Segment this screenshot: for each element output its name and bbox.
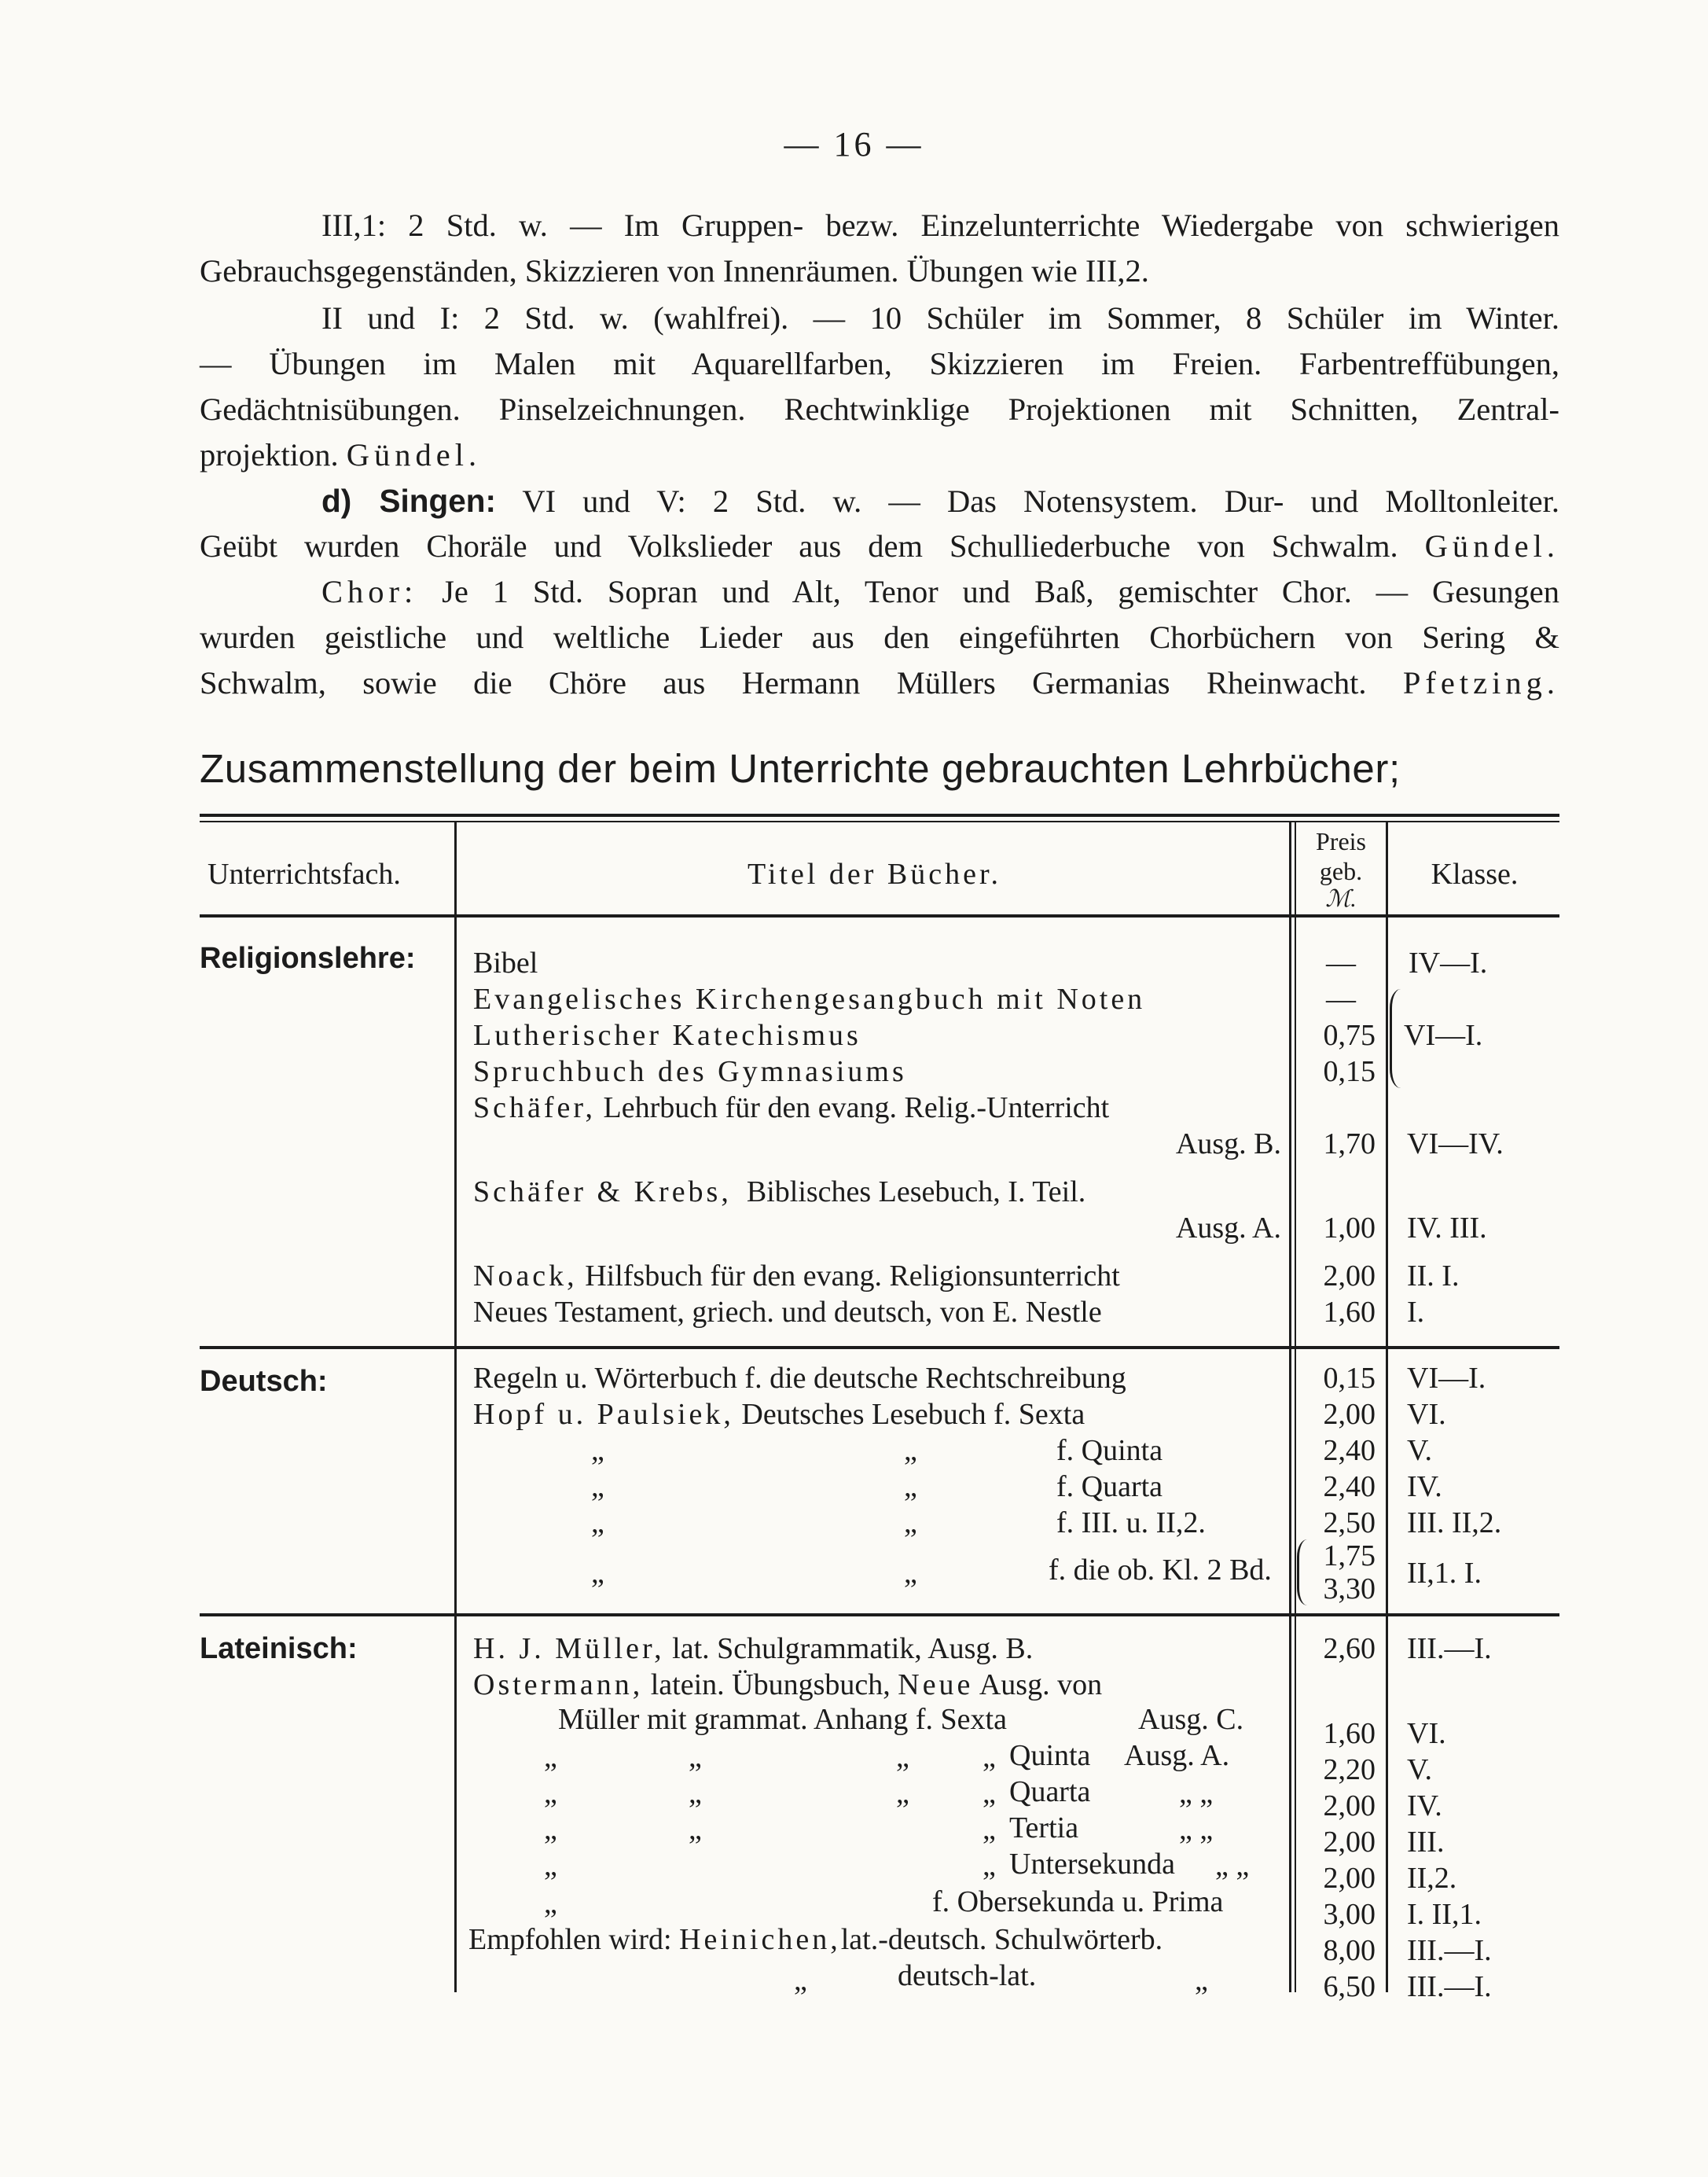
ditto-mark: „ xyxy=(544,1741,557,1774)
book-class: III.—I. xyxy=(1407,1632,1492,1665)
book-title: Quinta xyxy=(1009,1739,1091,1772)
book-class: II,1. I. xyxy=(1407,1557,1482,1590)
book-title xyxy=(473,1667,1102,1703)
book-author: Noack, xyxy=(473,1259,578,1293)
ditto-mark: „ xyxy=(904,1434,917,1467)
paragraph-line xyxy=(200,569,1559,616)
book-author: Ostermann, xyxy=(473,1668,644,1701)
ditto-mark: „ xyxy=(904,1557,917,1590)
book-title: Neues Testament, griech. und deutsch, von E. Nestle xyxy=(473,1296,1102,1329)
column-divider xyxy=(1289,822,1291,1992)
book-title: Regeln u. Wörterbuch f. die deutsche Rechtschreibung xyxy=(473,1362,1126,1395)
book-price: 1,70 xyxy=(1323,1127,1376,1160)
paragraph-line: wurden geistliche und weltliche Lieder aus den eingeführten Chorbüchern von Sering & xyxy=(200,620,1559,655)
book-title-text: lat.-deutsch. Schulwörterb. xyxy=(840,1923,1163,1956)
header-title: Titel der Bücher. xyxy=(747,858,1002,891)
book-title: Evangelisches Kirchengesangbuch mit Noten xyxy=(473,983,1146,1016)
ditto-mark: „ xyxy=(1195,1964,1208,1997)
paragraph-line xyxy=(200,478,1559,525)
book-title: deutsch-lat. xyxy=(898,1959,1037,1992)
book-author: Schäfer & Krebs, xyxy=(473,1175,732,1208)
book-title xyxy=(473,1396,1085,1432)
paragraph-line: — Übungen im Malen mit Aquarellfarben, Skizzieren im Freien. Farbentreffübungen, xyxy=(200,346,1559,381)
ditto-mark: „ xyxy=(896,1777,909,1810)
book-class: IV. xyxy=(1407,1789,1442,1822)
table-heading: Zusammenstellung der beim Unterrichte gebrauchten Lehrbücher; xyxy=(200,746,1401,791)
header-subject: Unterrichtsfach. xyxy=(208,858,401,891)
ditto-mark: „ xyxy=(794,1964,807,1997)
book-title-text: Ausg. von xyxy=(979,1668,1103,1701)
book-class: II,2. xyxy=(1407,1862,1457,1895)
book-class: III. xyxy=(1407,1826,1445,1859)
ditto-mark: „ xyxy=(689,1741,702,1774)
book-title: f. III. u. II,2. xyxy=(1056,1506,1206,1539)
book-title-text: Hilfsbuch für den evang. Religionsunterricht xyxy=(585,1259,1120,1293)
section-rule xyxy=(200,1346,1559,1349)
paragraph-line xyxy=(200,524,1559,570)
book-price: 6,50 xyxy=(1323,1970,1376,2003)
book-title: Bibel xyxy=(473,947,538,980)
book-price: — xyxy=(1326,983,1356,1016)
ditto-mark: „ xyxy=(983,1741,996,1774)
text: Schwalm, sowie die Chöre aus Hermann Müllers Germanias Rheinwacht. xyxy=(200,665,1367,701)
book-prefix: Empfohlen wird: xyxy=(468,1923,672,1956)
book-author: Hopf u. Paulsiek, xyxy=(473,1398,734,1431)
text: Je 1 Std. Sopran und Alt, Tenor und Baß, gemischter Chor. — Gesungen xyxy=(442,574,1559,609)
book-title: Quarta xyxy=(1009,1775,1091,1808)
book-title: Lutherischer Katechismus xyxy=(473,1019,861,1052)
book-price: 1,75 xyxy=(1323,1539,1376,1572)
author-name: Pfetzing. xyxy=(1402,665,1559,701)
paragraph-line xyxy=(200,296,1559,342)
author-name: Gündel. xyxy=(1424,528,1560,564)
book-edition: Ausg. A. xyxy=(1175,1212,1281,1245)
book-title: Spruchbuch des Gymnasiums xyxy=(473,1055,907,1088)
book-class: II. I. xyxy=(1407,1259,1460,1293)
book-price: 8,00 xyxy=(1323,1934,1376,1967)
book-price: 0,75 xyxy=(1323,1019,1376,1052)
book-class: V. xyxy=(1407,1753,1433,1786)
ditto-mark: „ xyxy=(983,1849,996,1882)
book-author: Schäfer, xyxy=(473,1091,597,1124)
ditto-mark: „ xyxy=(983,1813,996,1846)
book-price: 2,00 xyxy=(1323,1259,1376,1293)
book-price: 2,40 xyxy=(1323,1470,1376,1503)
book-title xyxy=(473,1258,1120,1294)
book-class: IV. III. xyxy=(1407,1212,1487,1245)
book-class: I. II,1. xyxy=(1407,1898,1482,1931)
book-price: 2,00 xyxy=(1323,1789,1376,1822)
table-top-rule-thin xyxy=(200,821,1559,822)
book-class: VI—IV. xyxy=(1407,1127,1504,1160)
book-title: f. die ob. Kl. 2 Bd. xyxy=(1049,1554,1272,1587)
book-price: 2,00 xyxy=(1323,1398,1376,1431)
book-title-text: Neue xyxy=(898,1668,974,1701)
header-price-bound: geb. xyxy=(1319,857,1363,885)
book-price: 2,60 xyxy=(1323,1632,1376,1665)
ditto-mark: „ xyxy=(591,1557,604,1590)
book-title-text: latein. Übungsbuch, xyxy=(650,1668,891,1701)
paragraph-line: Gebrauchsgegenständen, Skizzieren von Innenräumen. Übungen wie III,2. xyxy=(200,253,1149,289)
brace-mark xyxy=(1390,989,1401,1088)
book-class: VI. xyxy=(1407,1398,1446,1431)
book-price: 0,15 xyxy=(1323,1055,1376,1088)
text: Geübt wurden Choräle und Volkslieder aus dem Schulliederbuche von Schwalm. xyxy=(200,528,1398,564)
section-label: d) Singen: xyxy=(321,483,496,519)
header-price: Preis xyxy=(1316,827,1366,855)
header-class: Klasse. xyxy=(1431,858,1519,891)
ditto-mark: „ xyxy=(689,1777,702,1810)
subject-label: Lateinisch: xyxy=(200,1632,358,1665)
book-title: Untersekunda xyxy=(1009,1848,1176,1881)
book-class: VI. xyxy=(1407,1717,1446,1750)
book-author: H. J. Müller, xyxy=(473,1632,665,1665)
book-price: 1,60 xyxy=(1323,1296,1376,1329)
book-class: III. II,2. xyxy=(1407,1506,1502,1539)
ditto-mark: „ „ xyxy=(1215,1849,1250,1882)
ditto-mark: „ „ xyxy=(1179,1813,1214,1846)
header-rule xyxy=(200,914,1559,918)
ditto-mark: „ xyxy=(591,1506,604,1539)
book-class: III.—I. xyxy=(1407,1970,1492,2003)
book-class: VI—I. xyxy=(1407,1362,1486,1395)
book-class: I. xyxy=(1407,1296,1425,1329)
paragraph-line: Gedächtnisübungen. Pinselzeichnungen. Rechtwinklige Projektionen mit Schnitten, Zentral- xyxy=(200,392,1559,427)
book-edition: Ausg. B. xyxy=(1175,1127,1281,1160)
book-class: IV—I. xyxy=(1409,947,1488,980)
ditto-mark: „ „ xyxy=(1179,1777,1214,1810)
text: VI und V: 2 Std. w. — Das Notensystem. Dur- und Molltonleiter. xyxy=(522,484,1559,519)
ditto-mark: „ xyxy=(904,1470,917,1503)
section-label: Chor: xyxy=(321,574,418,609)
book-title-text: lat. Schulgrammatik, Ausg. B. xyxy=(672,1632,1034,1665)
section-rule xyxy=(200,1613,1559,1616)
book-class: IV. xyxy=(1407,1470,1442,1503)
text: projektion. xyxy=(200,437,339,473)
book-title-text: Lehrbuch für den evang. Relig.-Unterricht xyxy=(603,1091,1110,1124)
column-divider xyxy=(1386,822,1388,1992)
page-number: — 16 — xyxy=(784,125,924,164)
author-name: Gündel. xyxy=(346,437,482,473)
paragraph-line xyxy=(200,203,1559,249)
column-divider xyxy=(1295,822,1296,1992)
paragraph-line xyxy=(200,432,1559,479)
ditto-mark: „ xyxy=(544,1777,557,1810)
ditto-mark: „ xyxy=(591,1470,604,1503)
book-class: III.—I. xyxy=(1407,1934,1492,1967)
ditto-mark: „ xyxy=(544,1887,557,1920)
book-price: 0,15 xyxy=(1323,1362,1376,1395)
book-title xyxy=(473,1174,1085,1210)
subject-label: Religionslehre: xyxy=(200,942,416,975)
book-price: 3,00 xyxy=(1323,1898,1376,1931)
book-class: VI—I. xyxy=(1404,1019,1483,1052)
text: II und I: 2 Std. w. (wahlfrei). — 10 Schüler im Sommer, 8 Schüler im Winter. xyxy=(321,300,1559,336)
book-price: 1,00 xyxy=(1323,1212,1376,1245)
ditto-mark: „ xyxy=(544,1849,557,1882)
book-edition: Ausg. A. xyxy=(1124,1739,1230,1772)
ditto-mark: „ xyxy=(544,1813,557,1846)
book-price: 1,60 xyxy=(1323,1717,1376,1750)
book-title: f. Obersekunda u. Prima xyxy=(932,1885,1224,1918)
ditto-mark: „ xyxy=(896,1741,909,1774)
book-edition: Ausg. C. xyxy=(1138,1703,1244,1736)
book-title xyxy=(473,1090,1109,1126)
ditto-mark: „ xyxy=(904,1506,917,1539)
subject-label: Deutsch: xyxy=(200,1365,328,1398)
header-price-currency: ℳ. xyxy=(1325,886,1357,912)
book-title: Müller mit grammat. Anhang f. Sexta xyxy=(558,1703,1007,1736)
ditto-mark: „ xyxy=(689,1813,702,1846)
book-price: 3,30 xyxy=(1323,1572,1376,1605)
ditto-mark: „ xyxy=(591,1434,604,1467)
paragraph-line xyxy=(200,660,1559,707)
book-title: f. Quinta xyxy=(1056,1434,1163,1467)
book-price: 2,00 xyxy=(1323,1862,1376,1895)
table-top-rule xyxy=(200,814,1559,817)
book-title xyxy=(468,1921,1163,1958)
book-price: 2,40 xyxy=(1323,1434,1376,1467)
book-title-text: Biblisches Lesebuch, I. Teil. xyxy=(746,1175,1086,1208)
book-title: f. Quarta xyxy=(1056,1470,1163,1503)
book-author: Heinichen, xyxy=(679,1923,841,1956)
book-title-text: Deutsches Lesebuch f. Sexta xyxy=(741,1398,1085,1431)
book-price: — xyxy=(1326,947,1356,980)
book-price: 2,00 xyxy=(1323,1826,1376,1859)
book-title xyxy=(473,1631,1033,1667)
text: III,1: 2 Std. w. — Im Gruppen- bezw. Einzelunterrichte Wiedergabe von schwierigen xyxy=(321,208,1559,243)
ditto-mark: „ xyxy=(983,1777,996,1810)
book-price: 2,50 xyxy=(1323,1506,1376,1539)
book-class: V. xyxy=(1407,1434,1433,1467)
book-price: 2,20 xyxy=(1323,1753,1376,1786)
column-divider xyxy=(454,822,457,1992)
book-title: Tertia xyxy=(1009,1811,1079,1844)
